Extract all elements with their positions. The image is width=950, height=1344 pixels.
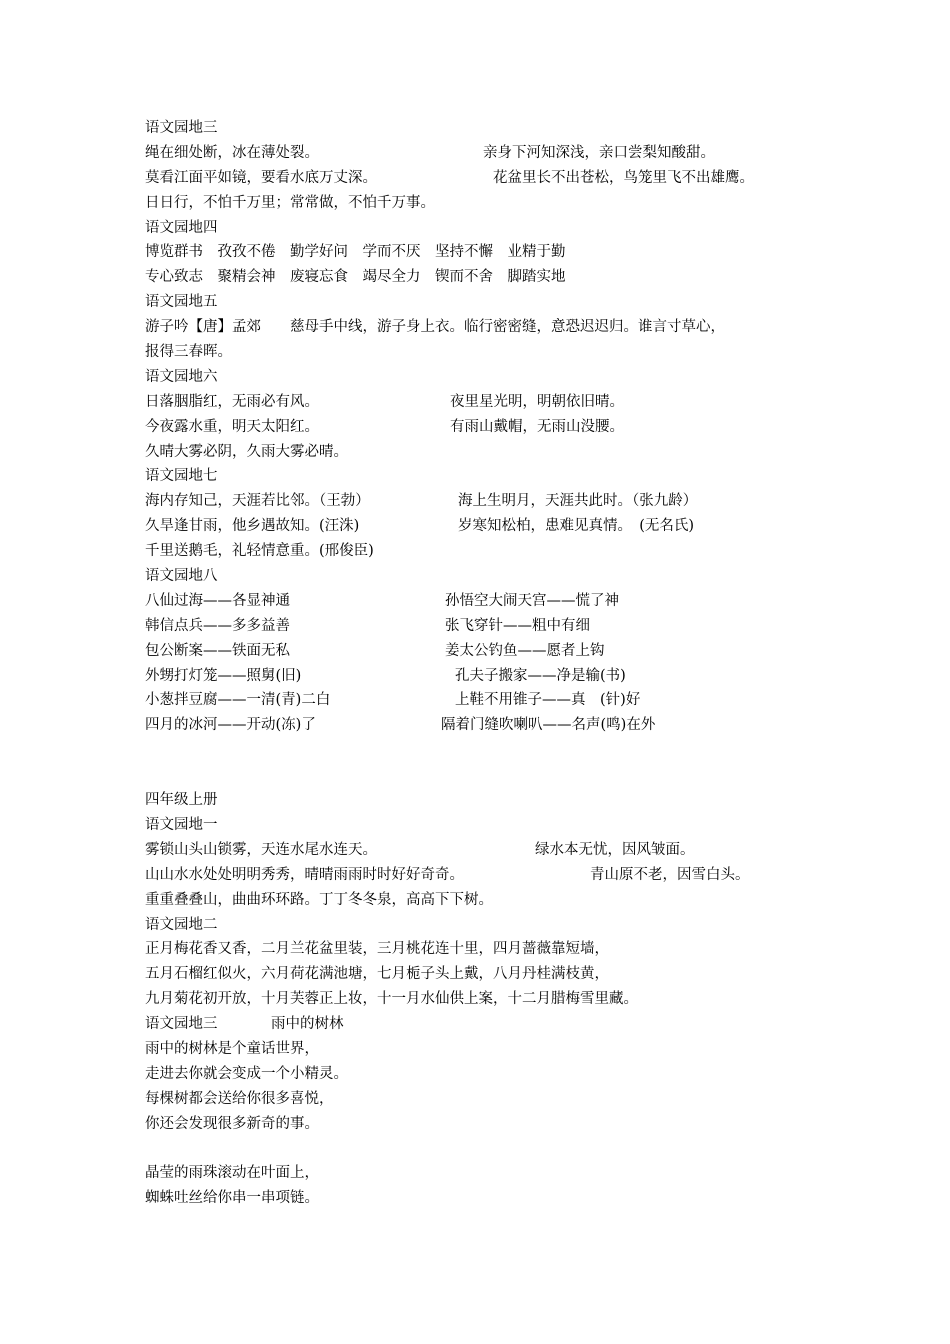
text-line — [145, 365, 845, 390]
line-text: 绳在细处断，冰在薄处裂。 — [145, 144, 319, 161]
text-line — [145, 688, 845, 713]
text-line — [145, 838, 845, 863]
text-line — [145, 1112, 845, 1137]
text-line — [145, 1062, 845, 1087]
line-text: 专心致志 聚精会神 废寝忘食 竭尽全力 锲而不舍 脚踏实地 — [145, 269, 566, 286]
line-text: 语文园地三 — [145, 120, 218, 136]
line-text: 语文园地三 — [145, 1016, 218, 1033]
text-line — [145, 340, 845, 365]
line-text: 语文园地一 — [145, 816, 218, 833]
line-text-right: 岁寒知松柏，患难见真情。 (无名氏) — [458, 518, 695, 535]
text-line — [145, 489, 845, 514]
text-line — [145, 1161, 845, 1186]
text-line — [145, 240, 845, 265]
line-text: 外甥打灯笼——照舅(旧) — [145, 667, 302, 684]
text-line — [145, 191, 845, 216]
line-text: 语文园地四 — [145, 219, 218, 236]
text-line — [145, 713, 845, 738]
line-text: 博览群书 孜孜不倦 勤学好问 学而不厌 坚持不懈 业精于勤 — [145, 244, 566, 261]
line-text-right: 张飞穿针——粗中有细 — [445, 617, 590, 634]
line-text: 千里送鹅毛，礼轻情意重。(邢俊臣) — [145, 543, 374, 560]
line-text: 莫看江面平如镜，要看水底万丈深。 — [145, 169, 377, 186]
text-line — [145, 614, 845, 639]
line-text-right: 海上生明月，天涯共此时。（张九龄） — [458, 493, 698, 510]
line-text: 四月的冰河——开动(冻)了 — [145, 717, 316, 734]
text-line — [145, 664, 845, 689]
text-line — [145, 514, 845, 539]
text-line — [145, 415, 845, 440]
line-text: 九月菊花初开放，十月芙蓉正上妆，十一月水仙供上案，十二月腊梅雪里藏。 — [145, 991, 638, 1008]
text-line — [145, 440, 845, 465]
line-text: 雨中的树林是个童话世界， — [145, 1040, 319, 1057]
line-text-right: 青山原不老，因雪白头。 — [590, 866, 750, 883]
line-text-right: 有雨山戴帽，无雨山没腰。 — [450, 418, 624, 435]
text-line — [145, 464, 845, 489]
text-line — [145, 265, 845, 290]
text-line — [145, 141, 845, 166]
line-text: 海内存知己，天涯若比邻。（王勃） — [145, 493, 370, 510]
line-text-right: 孙悟空大闹天宫——慌了神 — [445, 592, 619, 609]
text-line — [145, 1012, 845, 1037]
text-line — [145, 116, 845, 141]
line-text: 重重叠叠山，曲曲环环路。丁丁冬冬泉，高高下下树。 — [145, 891, 493, 908]
text-line — [145, 937, 845, 962]
line-text-right: 雨中的树林 — [271, 1016, 344, 1033]
line-text: 走进去你就会变成一个小精灵。 — [145, 1065, 348, 1082]
text-line — [145, 1186, 845, 1211]
text-line — [145, 216, 845, 241]
text-line — [145, 390, 845, 415]
line-text: 你还会发现很多新奇的事。 — [145, 1115, 319, 1132]
line-text: 语文园地七 — [145, 468, 218, 485]
line-text: 久旱逢甘雨，他乡遇故知。(汪洙) — [145, 518, 360, 535]
text-line — [145, 315, 845, 340]
blank-gap — [145, 738, 845, 788]
line-text: 语文园地八 — [145, 568, 218, 585]
text-line — [145, 539, 845, 564]
text-line — [145, 913, 845, 938]
line-text: 蜘蛛吐丝给你串一串项链。 — [145, 1190, 319, 1207]
text-line — [145, 987, 845, 1012]
blank-gap — [145, 1137, 845, 1162]
line-text: 包公断案——铁面无私 — [145, 642, 290, 659]
line-text-right: 姜太公钓鱼——愿者上钩 — [445, 642, 605, 659]
text-line — [145, 589, 845, 614]
line-text: 久晴大雾必阴，久雨大雾必晴。 — [145, 443, 348, 460]
line-text-right: 绿水本无忧，因风皱面。 — [535, 841, 695, 858]
document-body — [145, 116, 845, 1211]
line-text: 正月梅花香又香，二月兰花盆里装，三月桃花连十里，四月蔷薇靠短墙， — [145, 941, 609, 958]
text-line — [145, 863, 845, 888]
line-text: 山山水水处处明明秀秀，晴晴雨雨时时好好奇奇。 — [145, 866, 464, 883]
line-text: 五月石榴红似火，六月荷花满池塘，七月栀子头上戴，八月丹桂满枝黄， — [145, 966, 609, 983]
line-text-right: 夜里星光明，明朝依旧晴。 — [450, 393, 624, 410]
line-text: 小葱拌豆腐——一清(青)二白 — [145, 692, 331, 709]
line-text: 日落胭脂红，无雨必有风。 — [145, 393, 319, 410]
text-line — [145, 564, 845, 589]
text-line — [145, 639, 845, 664]
text-line — [145, 813, 845, 838]
text-line — [145, 888, 845, 913]
line-text-right: 亲身下河知深浅，亲口尝梨知酸甜。 — [483, 144, 715, 161]
text-line — [145, 290, 845, 315]
line-text: 游子吟【唐】孟郊 慈母手中线，游子身上衣。临行密密缝，意恐迟迟归。谁言寸草心， — [145, 319, 725, 336]
line-text: 报得三春晖。 — [145, 344, 232, 361]
line-text: 语文园地五 — [145, 294, 218, 311]
line-text-right: 隔着门缝吹喇叭——名声(鸣)在外 — [441, 717, 656, 734]
text-line — [145, 166, 845, 191]
text-line — [145, 962, 845, 987]
line-text: 四年级上册 — [145, 792, 218, 809]
line-text: 韩信点兵——多多益善 — [145, 617, 290, 634]
line-text: 晶莹的雨珠滚动在叶面上， — [145, 1165, 319, 1182]
line-text: 语文园地六 — [145, 368, 218, 385]
text-line — [145, 788, 845, 813]
text-line — [145, 1087, 845, 1112]
line-text: 每棵树都会送给你很多喜悦， — [145, 1090, 334, 1107]
line-text-right: 花盆里长不出苍松，鸟笼里飞不出雄鹰。 — [493, 169, 754, 186]
line-text: 八仙过海——各显神通 — [145, 592, 290, 609]
line-text: 雾锁山头山锁雾，天连水尾水连天。 — [145, 841, 377, 858]
line-text: 语文园地二 — [145, 916, 218, 933]
line-text: 今夜露水重，明天太阳红。 — [145, 418, 319, 435]
line-text-right: 孔夫子搬家——净是输(书) — [455, 667, 626, 684]
line-text-right: 上鞋不用锥子——真 (针)好 — [455, 692, 641, 709]
line-text: 日日行，不怕千万里；常常做，不怕千万事。 — [145, 194, 435, 211]
text-line — [145, 1037, 845, 1062]
